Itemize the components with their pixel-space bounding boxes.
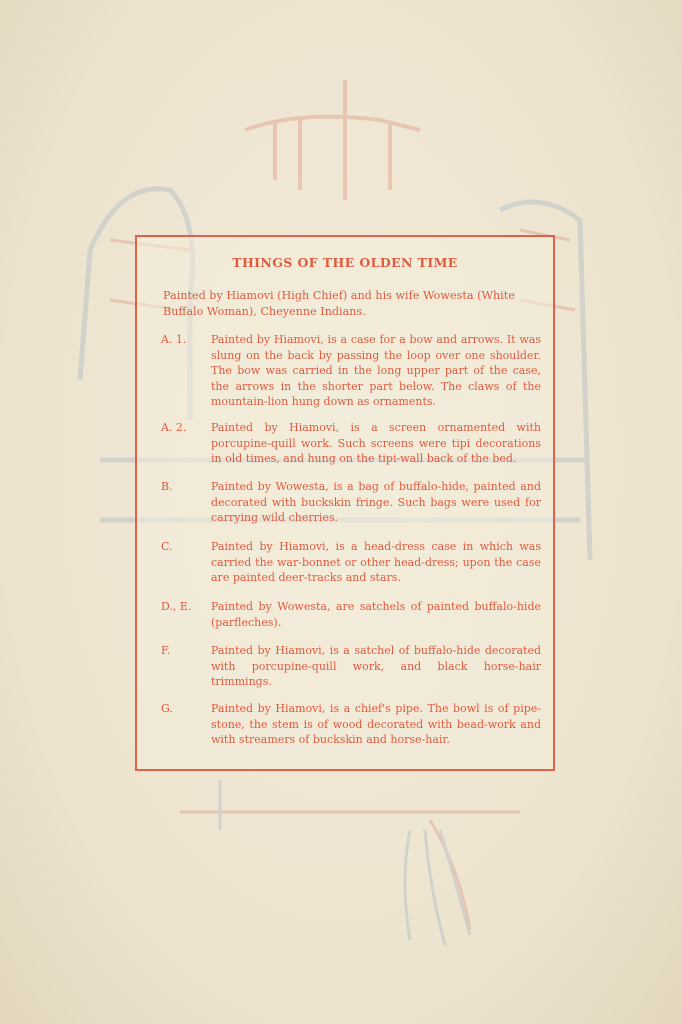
caption-panel	[135, 235, 555, 771]
entry-label: D., E.	[161, 600, 192, 613]
entry-label: B.	[161, 480, 173, 493]
entry-text: Painted by Wowesta, are satchels of painted buffalo-hide (parfleches).	[211, 600, 541, 629]
page-title: THINGS OF THE OLDEN TIME	[232, 255, 458, 270]
entry-text: Painted by Hiamovi, is a screen ornamented with porcupine-quill work. Such screens were tipi decorations in old times, and hung on the tipi-wall back of the bed.	[211, 421, 541, 465]
entry-text: Painted by Wowesta, is a bag of buffalo-hide, painted and decorated with buckskin fringe. Such bags were used for carrying wild cherries.	[211, 480, 541, 524]
entry-label: C.	[161, 540, 173, 553]
entry-label: A. 2.	[161, 421, 187, 434]
entry-label: F.	[161, 644, 171, 657]
entry-label: G.	[161, 702, 173, 715]
entry-text: Painted by Hiamovi, is a chief's pipe. The bowl is of pipe-stone, the stem is of wood decorated with bead-work and with streamers of buckskin and horse-hair.	[211, 702, 541, 746]
entry-text: Painted by Hiamovi, is a head-dress case in which was carried the war-bonnet or other head-dress; upon the case are painted deer-tracks and stars.	[211, 540, 541, 584]
entry-text: Painted by Hiamovi, is a case for a bow and arrows. It was slung on the back by passing the loop over one shoulder. The bow was carried in the long upper part of the case, the arrows in the shorter part below. The claws of the mountain-lion hung down as ornaments.	[211, 333, 541, 408]
entry-text: Painted by Hiamovi, is a satchel of buffalo-hide decorated with porcupine-quill work, and black horse-hair trimmings.	[211, 644, 541, 688]
entry-label: A. 1.	[161, 333, 187, 346]
intro-paragraph: Painted by Hiamovi (High Chief) and his wife Wowesta (White Buffalo Woman), Cheyenne Indians.	[163, 289, 515, 318]
